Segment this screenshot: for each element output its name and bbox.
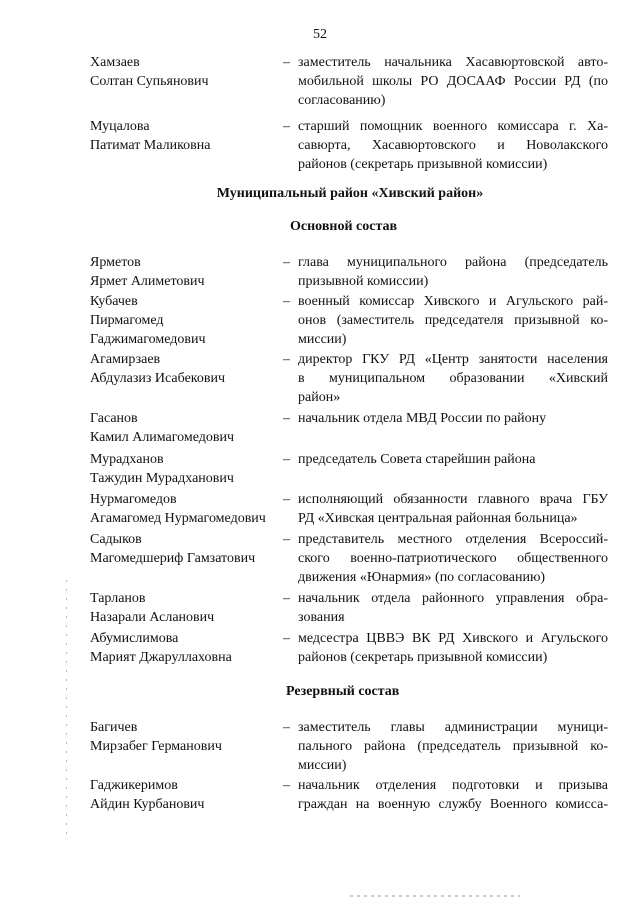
member-surname: Хамзаев — [90, 55, 140, 70]
dash-separator: – — [283, 720, 290, 735]
member-name — [90, 350, 280, 388]
member-given-name: Мирзабег Германович — [90, 739, 222, 754]
role-line: заместитель главы администрации муници- — [298, 720, 608, 735]
member-given-name: Марият Джаруллаховна — [90, 650, 232, 665]
role-line: начальник отдела МВД России по району — [298, 411, 547, 426]
member-role — [298, 292, 608, 349]
role-line: старший помощник военного комиссара г. Ха- — [298, 119, 608, 134]
role-line: зования — [298, 610, 345, 625]
member-given-name: Ярмет Алиметович — [90, 274, 205, 289]
member-role — [298, 450, 608, 469]
member-name — [90, 450, 280, 488]
member-name — [90, 117, 280, 155]
role-line: исполняющий обязанности главного врача ГБУ — [298, 492, 608, 507]
member-role — [298, 350, 608, 407]
role-line: в муниципальном образовании «Хивский — [298, 371, 608, 386]
scan-footer-artifact — [350, 895, 520, 897]
dash-separator: – — [283, 255, 290, 270]
member-surname: Садыков — [90, 532, 142, 547]
reserve-composition-heading: Резервный состав — [286, 684, 400, 699]
member-surname: Муцалова — [90, 119, 150, 134]
page-number: 52 — [313, 27, 327, 42]
member-name — [90, 292, 280, 349]
member-surname: Абумислимова — [90, 631, 179, 646]
member-given-name: Патимат Маликовна — [90, 138, 211, 153]
role-line: миссии) — [298, 758, 347, 773]
member-given-name: Тажудин Мурадханович — [90, 471, 234, 486]
role-line: савюрта, Хасавюртовского и Новолакского — [298, 138, 608, 153]
main-composition-heading: Основной состав — [290, 219, 398, 234]
role-line: ского военно-патриотического общественного — [298, 551, 608, 566]
member-given-name: Агамагомед Нурмагомедович — [90, 511, 266, 526]
role-line: призывной комиссии) — [298, 274, 429, 289]
dash-separator: – — [283, 55, 290, 70]
member-given-name: Назарали Асланович — [90, 610, 215, 625]
member-surname: Ярметов — [90, 255, 141, 270]
role-line: представитель местного отделения Всероссий- — [298, 532, 608, 547]
role-line: районов (секретарь призывной комиссии) — [298, 157, 548, 172]
dash-separator: – — [283, 778, 290, 793]
member-given-name: Пирмагомед — [90, 313, 164, 328]
role-line: медсестра ЦВВЭ ВК РД Хивского и Агульского — [298, 631, 608, 646]
dash-separator: – — [283, 532, 290, 547]
member-role — [298, 409, 608, 428]
dash-separator: – — [283, 591, 290, 606]
role-line: районов (секретарь призывной комиссии) — [298, 650, 548, 665]
member-surname: Гасанов — [90, 411, 138, 426]
dash-separator: – — [283, 294, 290, 309]
member-surname: Тарланов — [90, 591, 146, 606]
member-name — [90, 776, 280, 814]
role-line: согласованию) — [298, 93, 386, 108]
member-name — [90, 530, 280, 568]
dash-separator: – — [283, 411, 290, 426]
member-surname: Агамирзаев — [90, 352, 161, 367]
role-line: военный комиссар Хивского и Агульского рай- — [298, 294, 608, 309]
member-role — [298, 490, 608, 528]
member-role — [298, 776, 608, 814]
member-name — [90, 490, 280, 528]
member-surname: Нурмагомедов — [90, 492, 177, 507]
member-role — [298, 530, 608, 587]
member-role — [298, 629, 608, 667]
role-line: пального района (председатель призывной ко- — [298, 739, 608, 754]
member-name — [90, 718, 280, 756]
member-given-name: Магомедшериф Гамзатович — [90, 551, 256, 566]
member-name — [90, 629, 280, 667]
member-given-name: Камил Алимагомедович — [90, 430, 235, 445]
member-role — [298, 117, 608, 174]
role-line: глава муниципального района (председатель — [298, 255, 608, 270]
member-given-name: Солтан Супьянович — [90, 74, 209, 89]
member-name — [90, 409, 280, 447]
role-line: РД «Хивская центральная районная больница» — [298, 511, 578, 526]
role-line: начальник отдела районного управления обра- — [298, 591, 608, 606]
dash-separator: – — [283, 631, 290, 646]
role-line: директор ГКУ РД «Центр занятости населения — [298, 352, 608, 367]
role-line: председатель Совета старейшин района — [298, 452, 536, 467]
member-surname: Мурадханов — [90, 452, 164, 467]
dash-separator: – — [283, 352, 290, 367]
scan-margin-line — [66, 580, 67, 840]
member-name — [90, 53, 280, 91]
member-surname: Багичев — [90, 720, 138, 735]
member-role — [298, 253, 608, 291]
role-line: район» — [298, 390, 341, 405]
member-surname: Гаджикеримов — [90, 778, 178, 793]
district-heading: Муниципальный район «Хивский район» — [216, 186, 484, 201]
role-line: начальник отделения подготовки и призыва — [298, 778, 608, 793]
member-surname: Кубачев — [90, 294, 138, 309]
member-given-name: Абдулазиз Исабекович — [90, 371, 226, 386]
role-line: заместитель начальника Хасавюртовской авто- — [298, 55, 608, 70]
member-role — [298, 53, 608, 110]
dash-separator: – — [283, 452, 290, 467]
member-patronymic: Гаджимагомедович — [90, 332, 206, 347]
member-role — [298, 718, 608, 775]
role-line: граждан на военную службу Военного комисса- — [298, 797, 608, 812]
role-line: миссии) — [298, 332, 347, 347]
member-name — [90, 589, 280, 627]
role-line: мобильной школы РО ДОСААФ России РД (по — [298, 74, 608, 89]
dash-separator: – — [283, 492, 290, 507]
member-given-name: Айдин Курбанович — [90, 797, 205, 812]
role-line: движения «Юнармия» (по согласованию) — [298, 570, 546, 585]
member-name — [90, 253, 280, 291]
role-line: онов (заместитель председателя призывной ко- — [298, 313, 608, 328]
member-role — [298, 589, 608, 627]
dash-separator: – — [283, 119, 290, 134]
